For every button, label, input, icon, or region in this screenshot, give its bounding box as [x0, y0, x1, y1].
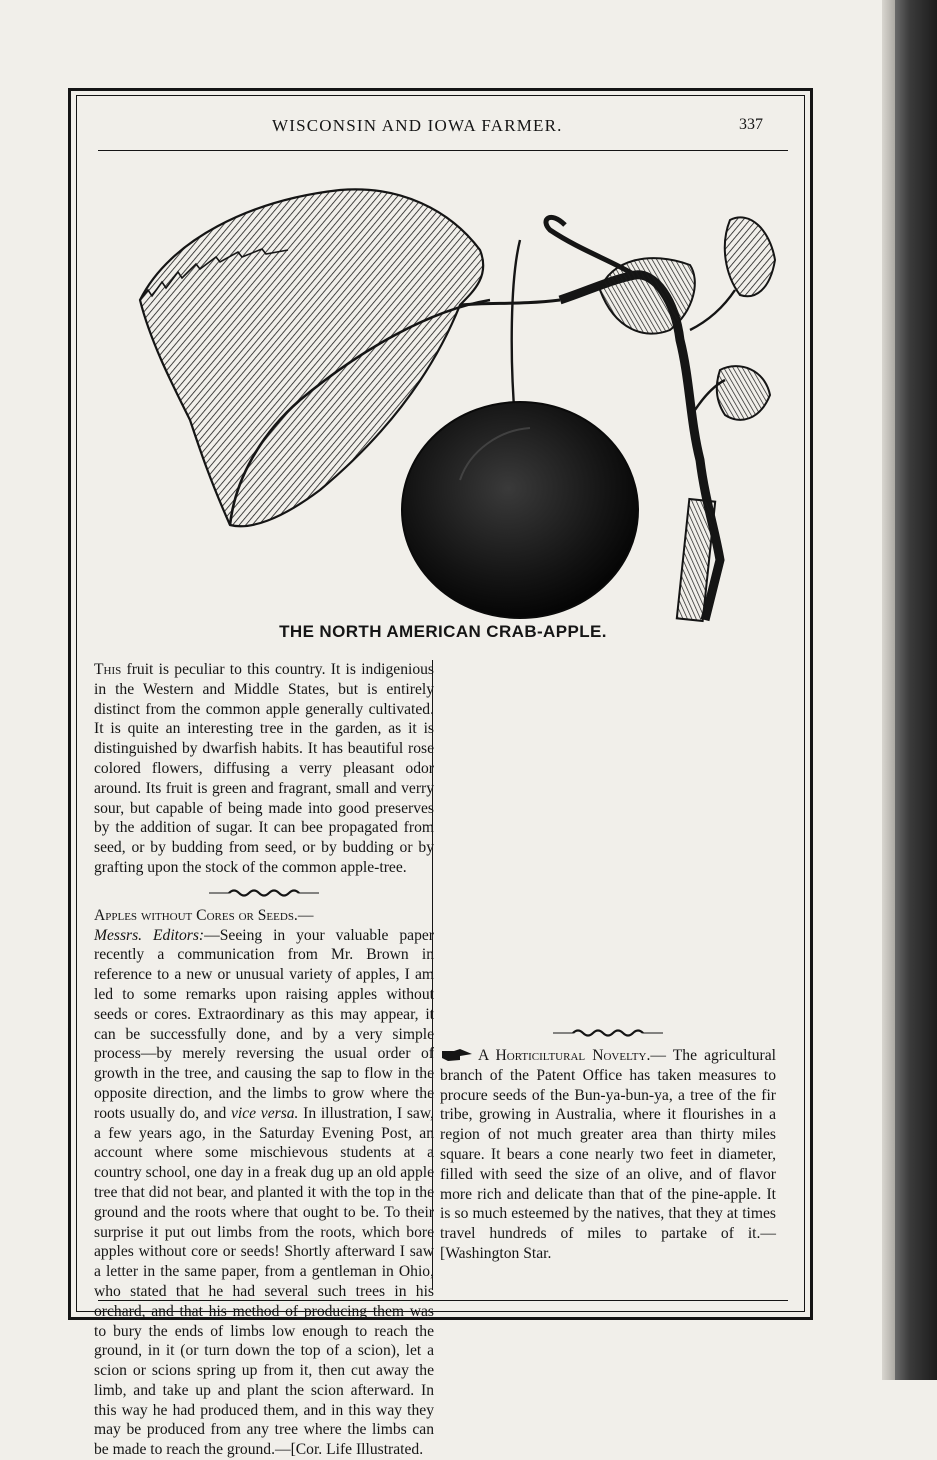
article-crab-apple-body — [94, 660, 434, 878]
article-lead-word: This — [94, 661, 122, 678]
article-heading-apples: Apples without Cores or Seeds.— — [94, 906, 314, 924]
article-heading-novelty: A Horticiltural Novelty.— — [478, 1047, 666, 1064]
article-horticultural-novelty — [440, 1046, 776, 1264]
footer-rule — [98, 1300, 788, 1301]
crab-apple-engraving-icon — [130, 180, 790, 640]
journal-title: WISCONSIN AND IOWA FARMER. — [272, 116, 563, 135]
small-leaf-3 — [717, 366, 770, 420]
article-crab-apple-text: fruit is peculiar to this country. It is indigenious in the Western and Middle States, but is entirely distinct from the common apple generally cultivated. It is quite an interesting tree in the garden, as it is distinguished by dwarfish habits. It has beautiful rose colored flowers, diffusing a verry pleasant odor around. Its fruit is green and fragrant, small and verry sour, but capable of being made into good preserves by the addition of sugar. It can bee propagated from seed, or by budding from seed, or by budding or by grafting upon the stock of the common apple-tree. — [94, 661, 434, 876]
article-novelty-text: The agricultural branch of the Patent Office has taken measures to procure seeds of the Bun-ya-bun-ya, a tree of the fir tribe, growing in Australia, where it flourishes in a region of not much greater area than thirty miles square. It bears a cone nearly two feet in diameter, filled with seed the size of an olive, and of flavor more rich and delicate than that of the pine-apple. It is so much esteemed by the natives, that they at times travel hundreds of miles to partake of it.—[Washington Star. — [440, 1047, 776, 1262]
page-gutter — [882, 0, 896, 1380]
emphasis-vice-versa: vice versa. — [231, 1104, 299, 1122]
header-rule — [98, 150, 788, 151]
column-divider — [432, 660, 433, 1290]
small-leaf-2 — [725, 217, 775, 296]
wavy-divider-icon — [553, 1028, 663, 1038]
article-title: THE NORTH AMERICAN CRAB-APPLE. — [279, 622, 607, 641]
running-head — [76, 112, 805, 142]
right-column — [440, 1028, 776, 1264]
article-apples-text-1: —Seeing in your valuable paper recently a communication from Mr. Brown in reference to a new or unusual variety of apples, I am led to some remarks upon raising apples without seeds or cores. Extraordinary as this may appear, it can be successfully done, and by a very simple process—by merely reversing the usual order of growth in the tree, and causing the sap to flow in the opposite direction, and the limbs to grow where the roots usually do, and — [94, 926, 434, 1122]
pointing-hand-icon — [440, 1048, 474, 1062]
page-number: 337 — [739, 116, 763, 133]
wavy-divider-icon — [209, 888, 319, 898]
article-apples-without-cores — [94, 906, 434, 1460]
salutation: Messrs. Editors: — [94, 926, 205, 944]
left-column — [94, 660, 434, 1460]
book-spine — [895, 0, 937, 1380]
article-apples-text-2: In illustration, I saw, a few years ago, in the Saturday Evening Post, an account where some mischievous students at a country school, one day in a freak dug up an old apple tree that did not bear, and planted it with the top in the ground and the roots where that ought to be. To their surprise it put out limbs from the roots, which bore apples without core or seeds! Shortly afterward I saw a letter in the same paper, from a gentleman in Ohio, who stated that he had several such trees in his orchard, and that his method of producing them was to bury the ends of limbs low enough to reach the ground, in it (or turn down the top of a scion), let a scion or scions spring up from it, then cut away the limb, and take up and plant the scion afterward. In this way he had produced them, and in this way they may be produced from any tree where the limbs can be made to reach the ground.—[Cor. Life Illustrated. — [94, 1104, 435, 1459]
crab-apple-fruit — [402, 402, 638, 618]
